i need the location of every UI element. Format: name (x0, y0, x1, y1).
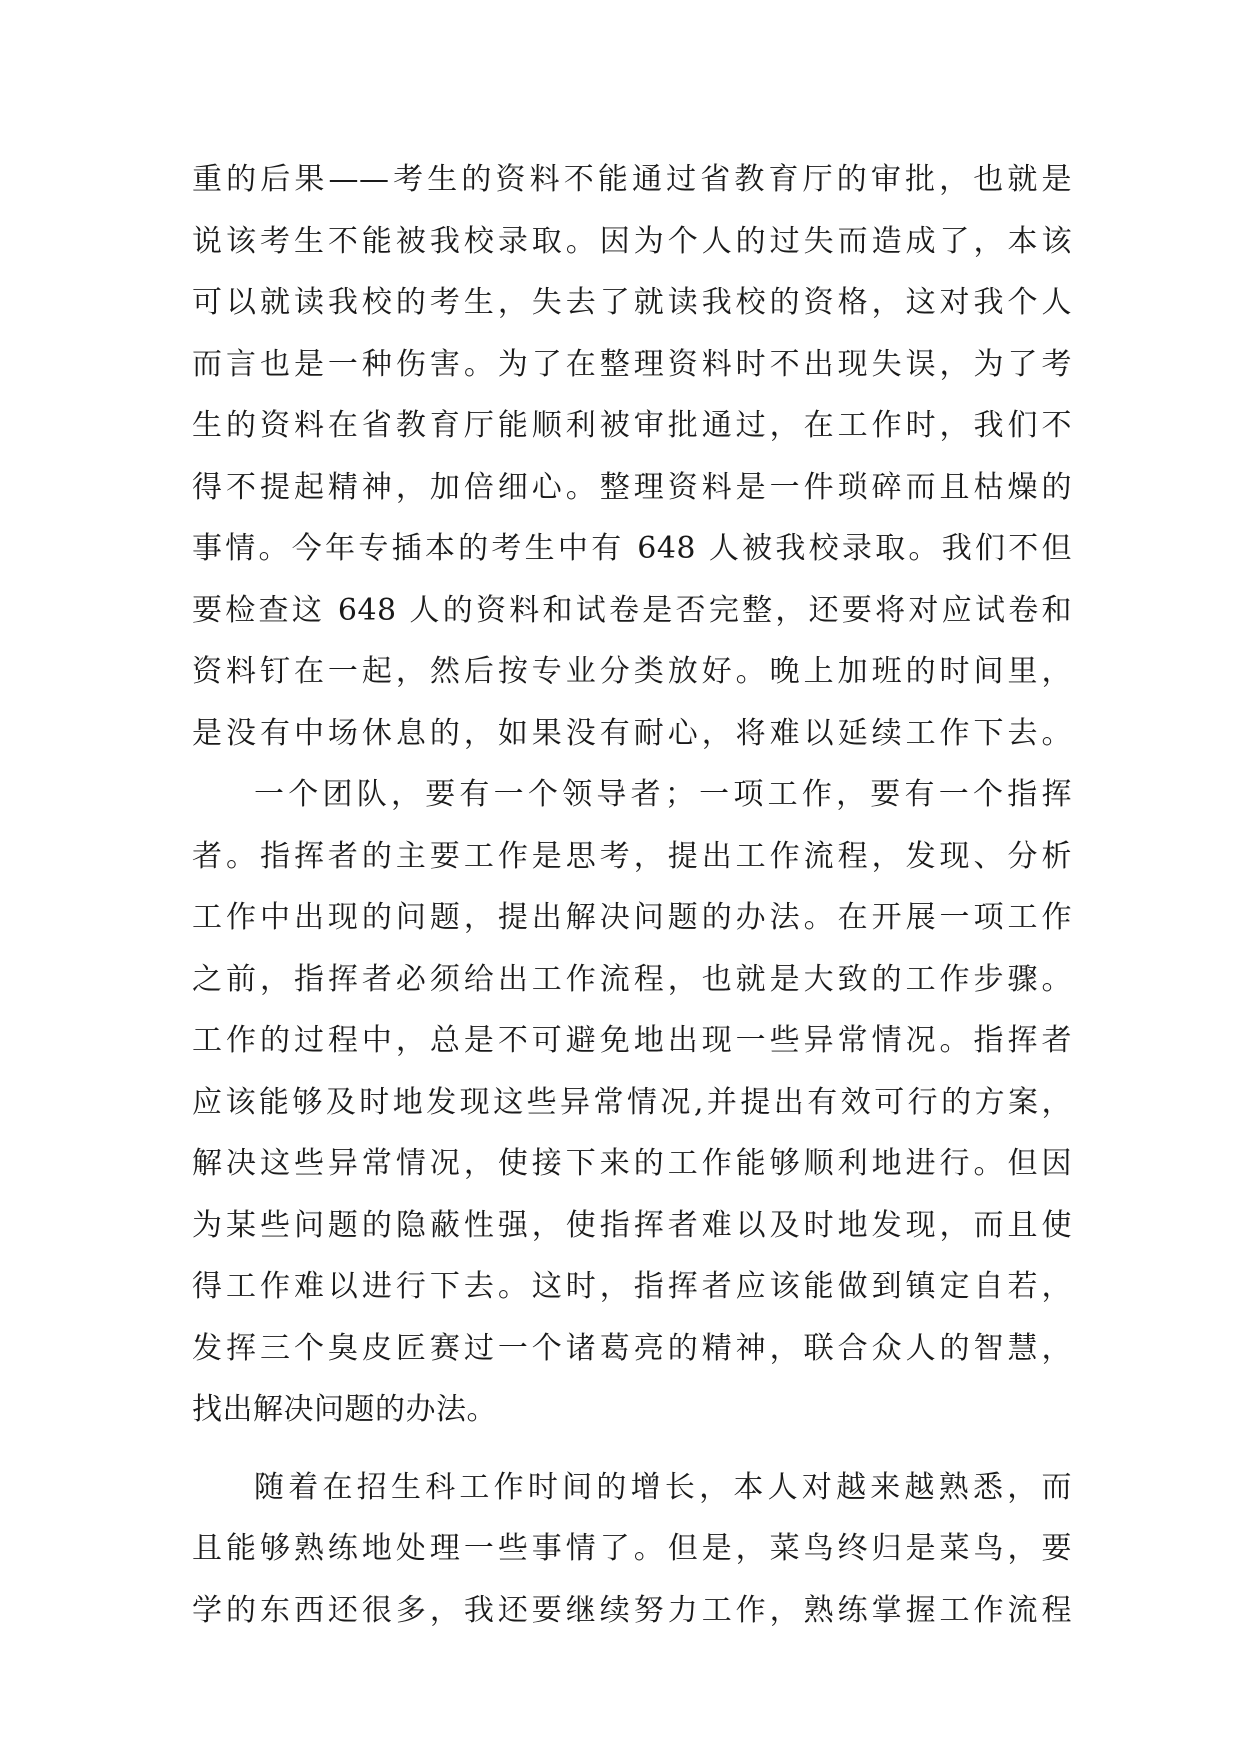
paragraph-3 (192, 1468, 1072, 1653)
text-line: 得工作难以进行下去。这时，指挥者应该能做到镇定自若， (192, 1269, 1072, 1304)
text-line: 事情。今年专插本的考生中有 648 人被我校录取。我们不但 (192, 531, 1072, 566)
text-line: 说该考生不能被我校录取。因为个人的过失而造成了，本该 (192, 223, 1072, 259)
text-line: 随着在招生科工作时间的增长，本人对越来越熟悉，而 (254, 1469, 1072, 1505)
text-line: 者。指挥者的主要工作是思考，提出工作流程，发现、分析 (192, 838, 1072, 874)
text-line: 重的后果——考生的资料不能通过省教育厅的审批，也就是 (192, 162, 1072, 197)
text-line: 且能够熟练地处理一些事情了。但是，菜鸟终归是菜鸟，要 (192, 1531, 1072, 1566)
text-line: 一个团队，要有一个领导者；一项工作，要有一个指挥 (254, 777, 1072, 812)
text-line: 可以就读我校的考生，失去了就读我校的资格，这对我个人 (192, 285, 1072, 320)
text-line: 资料钉在一起，然后按专业分类放好。晚上加班的时间里， (192, 654, 1072, 689)
text-line: 生的资料在省教育厅能顺利被审批通过，在工作时，我们不 (192, 408, 1072, 443)
text-line: 是没有中场休息的，如果没有耐心，将难以延续工作下去。 (192, 715, 1072, 751)
text-line: 得不提起精神，加倍细心。整理资料是一件琐碎而且枯燥的 (192, 469, 1072, 505)
paragraph-gap (192, 1452, 1072, 1468)
text-line: 要检查这 648 人的资料和试卷是否完整，还要将对应试卷和 (192, 592, 1072, 628)
text-line: 工作中出现的问题，提出解决问题的办法。在开展一项工作 (192, 900, 1072, 935)
paragraph-2 (192, 775, 1072, 1452)
text-line: 学的东西还很多，我还要继续努力工作，熟练掌握工作流程 (192, 1592, 1072, 1628)
document-body (192, 160, 1072, 1652)
text-line: 工作的过程中，总是不可避免地出现一些异常情况。指挥者 (192, 1023, 1072, 1058)
text-line: 应该能够及时地发现这些异常情况,并提出有效可行的方案， (192, 1084, 1072, 1120)
text-line: 为某些问题的隐蔽性强，使指挥者难以及时地发现，而且使 (192, 1207, 1072, 1243)
text-line: 而言也是一种伤害。为了在整理资料时不出现失误，为了考 (192, 346, 1072, 382)
text-line: 解决这些异常情况，使接下来的工作能够顺利地进行。但因 (192, 1146, 1072, 1181)
text-line: 之前，指挥者必须给出工作流程，也就是大致的工作步骤。 (192, 961, 1072, 997)
text-line: 发挥三个臭皮匠赛过一个诸葛亮的精神，联合众人的智慧， (192, 1330, 1072, 1366)
text-line: 找出解决问题的办法。 (192, 1392, 497, 1427)
paragraph-1 (192, 160, 1072, 775)
